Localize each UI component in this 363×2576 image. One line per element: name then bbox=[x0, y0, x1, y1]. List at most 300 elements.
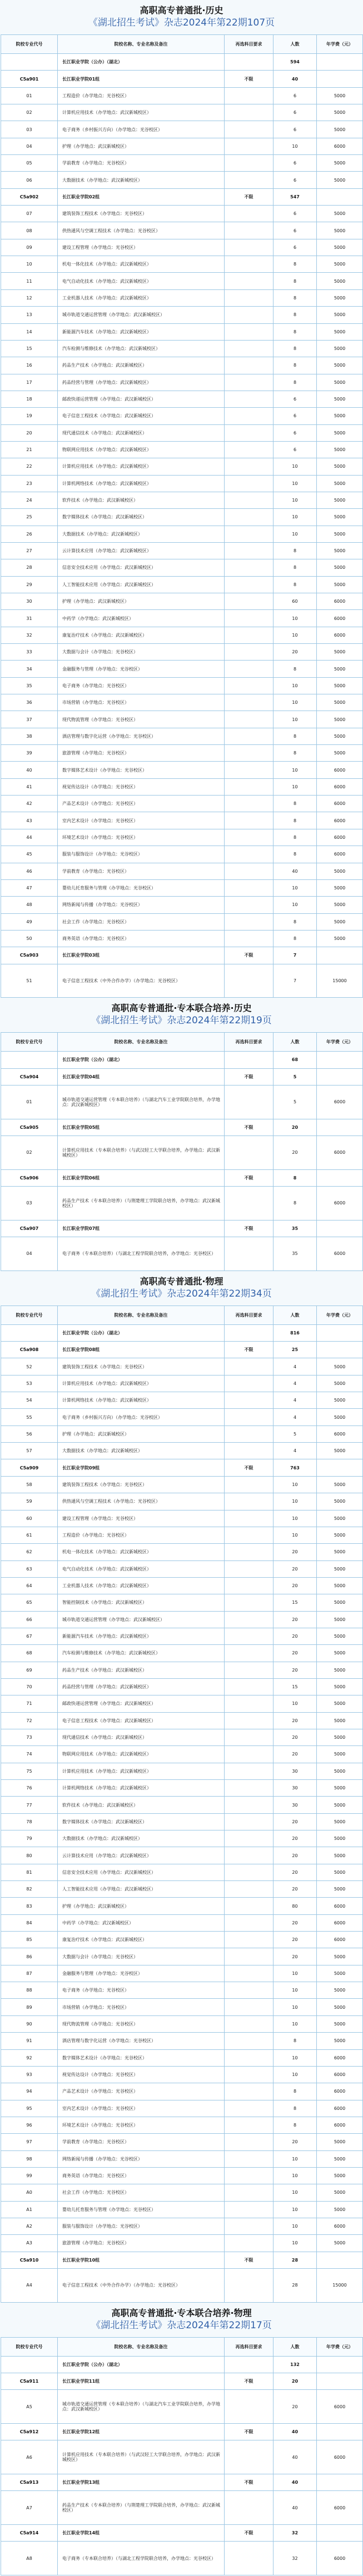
column-header: 再选科目要求 bbox=[225, 1033, 274, 1052]
table-row bbox=[1, 897, 363, 913]
annual-fee-cell: 5000 bbox=[317, 2150, 363, 2167]
table-row bbox=[1, 1510, 363, 1527]
major-code-cell: A8 bbox=[1, 2542, 58, 2575]
annual-fee-cell: 5000 bbox=[317, 1392, 363, 1409]
enrollment-count-cell: 20 bbox=[274, 1662, 317, 1678]
major-name-cell: 护理（办学地点：武汉新城校区） bbox=[58, 593, 225, 610]
subject-requirement-cell bbox=[225, 374, 274, 391]
major-name-cell: 建筑装饰工程技术（办学地点：光谷校区） bbox=[58, 1476, 225, 1493]
annual-fee-cell: 6000 bbox=[317, 1932, 363, 1948]
subject-requirement-cell: 不限 bbox=[225, 1220, 274, 1237]
table-row bbox=[1, 155, 363, 172]
major-name-cell: 电子信息工程技术（办学地点：武汉新城校区） bbox=[58, 408, 225, 424]
subject-requirement-cell bbox=[225, 2235, 274, 2252]
table-row bbox=[1, 222, 363, 239]
annual-fee-cell: 5000 bbox=[317, 1695, 363, 1712]
table-row bbox=[1, 492, 363, 508]
annual-fee-cell: 15000 bbox=[317, 964, 363, 998]
major-name-cell: 软件技术（办学地点：武汉新城校区） bbox=[58, 492, 225, 508]
table-row bbox=[1, 913, 363, 930]
major-code-cell: 61 bbox=[1, 1527, 58, 1543]
major-code-cell: 59 bbox=[1, 1493, 58, 1510]
table-row bbox=[1, 1932, 363, 1948]
subject-requirement-cell bbox=[225, 307, 274, 323]
group-row bbox=[1, 1324, 363, 1341]
table-row bbox=[1, 728, 363, 744]
enrollment-count-cell: 28 bbox=[274, 2252, 317, 2268]
major-code-cell: C5a904 bbox=[1, 1068, 58, 1085]
table-row bbox=[1, 846, 363, 863]
major-code-cell: 01 bbox=[1, 87, 58, 104]
major-name-cell: 长江职业学院03组 bbox=[58, 947, 225, 964]
major-name-cell: 计算机应用技术（办学地点：武汉新城校区） bbox=[58, 104, 225, 121]
enrollment-count-cell: 8 bbox=[274, 289, 317, 306]
enrollment-count-cell: 20 bbox=[274, 2373, 317, 2390]
enrollment-count-cell: 30 bbox=[274, 1780, 317, 1797]
table-row bbox=[1, 323, 363, 340]
annual-fee-cell: 6000 bbox=[317, 138, 363, 154]
subject-requirement-cell bbox=[225, 1560, 274, 1577]
table-row bbox=[1, 812, 363, 829]
major-code-cell: 08 bbox=[1, 222, 58, 239]
annual-fee-cell: 5000 bbox=[317, 492, 363, 508]
annual-fee-cell: 5000 bbox=[317, 2015, 363, 2032]
annual-fee-cell: 6000 bbox=[317, 2218, 363, 2234]
annual-fee-cell: 5000 bbox=[317, 424, 363, 441]
enrollment-count-cell: 8 bbox=[274, 559, 317, 576]
major-code-cell: 05 bbox=[1, 155, 58, 172]
table-row bbox=[1, 1476, 363, 1493]
major-name-cell: 大数据技术（办学地点：武汉新城校区） bbox=[58, 1830, 225, 1847]
major-code-cell: 03 bbox=[1, 1187, 58, 1221]
enrollment-count-cell: 8 bbox=[274, 323, 317, 340]
table-row bbox=[1, 1763, 363, 1779]
group-row bbox=[1, 1119, 363, 1136]
enrollment-count-cell: 68 bbox=[274, 1052, 317, 1068]
enrollment-count-cell: 10 bbox=[274, 2150, 317, 2167]
subject-requirement-cell: 不限 bbox=[225, 188, 274, 205]
major-code-cell: 71 bbox=[1, 1695, 58, 1712]
subject-requirement-cell: 不限 bbox=[225, 947, 274, 964]
table-row bbox=[1, 2100, 363, 2117]
table-row bbox=[1, 458, 363, 475]
major-code-cell: C5a907 bbox=[1, 1220, 58, 1237]
major-name-cell: 计算机应用技术（办学地点：武汉新城校区） bbox=[58, 1375, 225, 1392]
major-name-cell: 现代通信技术（办学地点：武汉新城校区） bbox=[58, 1729, 225, 1745]
enrollment-count-cell: 816 bbox=[274, 1324, 317, 1341]
table-row bbox=[1, 677, 363, 694]
subject-requirement-cell bbox=[225, 1628, 274, 1644]
major-code-cell: 30 bbox=[1, 593, 58, 610]
enrollment-count-cell: 40 bbox=[274, 2491, 317, 2525]
major-code-cell: 90 bbox=[1, 2015, 58, 2032]
subject-requirement-cell bbox=[225, 1712, 274, 1729]
major-name-cell: 城市轨道交通运营管理（办学地点：武汉新城校区） bbox=[58, 307, 225, 323]
major-name-cell: 汽车检测与维修技术（办学地点：武汉新城校区） bbox=[58, 1645, 225, 1662]
enrollment-count-cell: 8 bbox=[274, 2100, 317, 2117]
major-code-cell: 33 bbox=[1, 644, 58, 661]
annual-fee-cell: 5000 bbox=[317, 1948, 363, 1965]
major-code-cell: C5a906 bbox=[1, 1169, 58, 1186]
group-row bbox=[1, 2424, 363, 2440]
subject-requirement-cell bbox=[225, 441, 274, 458]
enrollment-count-cell: 20 bbox=[274, 1746, 317, 1763]
major-code-cell: 36 bbox=[1, 694, 58, 711]
subject-requirement-cell bbox=[225, 1085, 274, 1119]
major-code-cell: 11 bbox=[1, 273, 58, 289]
subject-requirement-cell bbox=[225, 1914, 274, 1931]
annual-fee-cell: 6000 bbox=[317, 846, 363, 863]
major-name-cell: 酒店管理与数字化运营（办学地点：光谷校区） bbox=[58, 2033, 225, 2049]
enrollment-count-cell: 8 bbox=[274, 2117, 317, 2133]
enrollment-count-cell: 8 bbox=[274, 340, 317, 357]
major-name-cell: 护理（办学地点：武汉新城校区） bbox=[58, 138, 225, 154]
table-row bbox=[1, 1375, 363, 1392]
table-row bbox=[1, 1645, 363, 1662]
table-row bbox=[1, 2033, 363, 2049]
major-code-cell: 39 bbox=[1, 745, 58, 762]
major-code-cell: 92 bbox=[1, 2049, 58, 2066]
enrollment-count-cell: 8 bbox=[274, 1169, 317, 1186]
major-code-cell: 13 bbox=[1, 307, 58, 323]
major-name-cell: 计算机网络技术（办学地点：武汉新城校区） bbox=[58, 1392, 225, 1409]
enrollment-count-cell: 5 bbox=[274, 1425, 317, 1442]
major-name-cell: 邮政快递运营管理（办学地点：武汉新城校区） bbox=[58, 391, 225, 407]
annual-fee-cell: 6000 bbox=[317, 796, 363, 812]
major-code-cell: C5a902 bbox=[1, 188, 58, 205]
major-code-cell: 51 bbox=[1, 964, 58, 998]
table-row bbox=[1, 542, 363, 559]
subject-requirement-cell bbox=[225, 1324, 274, 1341]
enrollment-count-cell: 10 bbox=[274, 694, 317, 711]
table-row bbox=[1, 1392, 363, 1409]
enrollment-count-cell: 8 bbox=[274, 307, 317, 323]
major-name-cell: 数字媒体技术（办学地点：武汉新城校区） bbox=[58, 1813, 225, 1830]
major-code-cell: 38 bbox=[1, 728, 58, 744]
table-row bbox=[1, 1594, 363, 1611]
annual-fee-cell: 5000 bbox=[317, 273, 363, 289]
enrollment-count-cell: 40 bbox=[274, 71, 317, 87]
table-row bbox=[1, 1560, 363, 1577]
table-section bbox=[0, 998, 363, 1271]
subject-requirement-cell bbox=[225, 87, 274, 104]
enrollment-count-cell: 20 bbox=[274, 1119, 317, 1136]
major-code-cell: 14 bbox=[1, 323, 58, 340]
major-name-cell: 学前教育（办学地点：光谷校区） bbox=[58, 2134, 225, 2150]
major-name-cell: 视觉传达设计（办学地点：光谷校区） bbox=[58, 2066, 225, 2083]
table-row bbox=[1, 2083, 363, 2100]
table-row bbox=[1, 121, 363, 138]
annual-fee-cell: 5000 bbox=[317, 289, 363, 306]
enrollment-count-cell: 8 bbox=[274, 2033, 317, 2049]
enrollment-count-cell: 20 bbox=[274, 1914, 317, 1931]
table-row bbox=[1, 694, 363, 711]
table-row bbox=[1, 2440, 363, 2474]
subject-requirement-cell bbox=[225, 239, 274, 256]
annual-fee-cell: 5000 bbox=[317, 87, 363, 104]
major-name-cell: 人工智能技术应用（办学地点：武汉新城校区） bbox=[58, 576, 225, 593]
major-code-cell: 84 bbox=[1, 1914, 58, 1931]
subject-requirement-cell bbox=[225, 526, 274, 542]
table-row bbox=[1, 1443, 363, 1459]
major-code-cell: 57 bbox=[1, 1443, 58, 1459]
major-code-cell: 18 bbox=[1, 391, 58, 407]
major-code-cell: A1 bbox=[1, 2201, 58, 2218]
group-row bbox=[1, 71, 363, 87]
subject-requirement-cell bbox=[225, 2201, 274, 2218]
subject-requirement-cell bbox=[225, 222, 274, 239]
table-row bbox=[1, 2167, 363, 2184]
annual-fee-cell bbox=[317, 1459, 363, 1476]
major-name-cell: 网络新闻与传播（办学地点：光谷校区） bbox=[58, 2150, 225, 2167]
annual-fee-cell: 5000 bbox=[317, 307, 363, 323]
enrollment-count-cell: 8 bbox=[274, 913, 317, 930]
admission-table bbox=[1, 1032, 363, 1271]
major-code-cell: 27 bbox=[1, 542, 58, 559]
table-row bbox=[1, 206, 363, 222]
enrollment-count-cell: 20 bbox=[274, 1847, 317, 1864]
subject-requirement-cell bbox=[225, 1237, 274, 1271]
table-row bbox=[1, 1662, 363, 1678]
subject-requirement-cell bbox=[225, 509, 274, 526]
table-row bbox=[1, 1813, 363, 1830]
annual-fee-cell: 5000 bbox=[317, 879, 363, 896]
table-row bbox=[1, 644, 363, 661]
table-row bbox=[1, 627, 363, 643]
major-code-cell: 74 bbox=[1, 1746, 58, 1763]
subject-requirement-cell bbox=[225, 2356, 274, 2373]
subject-requirement-cell bbox=[225, 340, 274, 357]
enrollment-count-cell: 30 bbox=[274, 1797, 317, 1813]
subject-requirement-cell bbox=[225, 576, 274, 593]
major-code-cell: 89 bbox=[1, 1999, 58, 2015]
annual-fee-cell: 5000 bbox=[317, 644, 363, 661]
major-code-cell: 54 bbox=[1, 1392, 58, 1409]
enrollment-count-cell: 40 bbox=[274, 2440, 317, 2474]
annual-fee-cell: 5000 bbox=[317, 1678, 363, 1695]
table-row bbox=[1, 1999, 363, 2015]
enrollment-count-cell: 10 bbox=[274, 138, 317, 154]
table-row bbox=[1, 87, 363, 104]
annual-fee-cell: 6000 bbox=[317, 1425, 363, 1442]
annual-fee-cell: 6000 bbox=[317, 2100, 363, 2117]
major-name-cell: 长江职业学院08组 bbox=[58, 1342, 225, 1358]
enrollment-count-cell: 10 bbox=[274, 762, 317, 778]
major-code-cell: 86 bbox=[1, 1948, 58, 1965]
column-header: 年学费（元） bbox=[317, 1033, 363, 1052]
major-code-cell: 09 bbox=[1, 239, 58, 256]
major-code-cell: 04 bbox=[1, 1237, 58, 1271]
major-name-cell: 药品经营与管理（办学地点：武汉新城校区） bbox=[58, 374, 225, 391]
annual-fee-cell bbox=[317, 2424, 363, 2440]
major-code-cell: 56 bbox=[1, 1425, 58, 1442]
annual-fee-cell: 5000 bbox=[317, 1510, 363, 1527]
subject-requirement-cell bbox=[225, 2049, 274, 2066]
enrollment-count-cell: 10 bbox=[274, 778, 317, 795]
enrollment-count-cell: 10 bbox=[274, 2201, 317, 2218]
major-name-cell: 电子商务（乡村振兴方向）（办学地点：光谷校区） bbox=[58, 1409, 225, 1425]
column-header: 年学费（元） bbox=[317, 35, 363, 54]
subject-requirement-cell: 不限 bbox=[225, 71, 274, 87]
subject-requirement-cell bbox=[225, 1594, 274, 1611]
major-name-cell: 金融服务与管理（办学地点：光谷校区） bbox=[58, 661, 225, 677]
major-name-cell: 市场营销（办学地点：光谷校区） bbox=[58, 694, 225, 711]
major-code-cell: 42 bbox=[1, 796, 58, 812]
major-code-cell: 15 bbox=[1, 340, 58, 357]
column-header: 人数 bbox=[274, 2337, 317, 2356]
enrollment-count-cell: 4 bbox=[274, 1409, 317, 1425]
section-title: 高职高专普通批·专本联合培养·物理 bbox=[111, 2307, 252, 2318]
annual-fee-cell: 6000 bbox=[317, 778, 363, 795]
annual-fee-cell: 5000 bbox=[317, 526, 363, 542]
annual-fee-cell: 5000 bbox=[317, 1611, 363, 1628]
annual-fee-cell: 5000 bbox=[317, 2235, 363, 2252]
enrollment-count-cell: 32 bbox=[274, 2542, 317, 2575]
enrollment-count-cell: 20 bbox=[274, 1712, 317, 1729]
enrollment-count-cell: 35 bbox=[274, 1220, 317, 1237]
major-name-cell: 商务英语（办学地点：光谷校区） bbox=[58, 2167, 225, 2184]
table-row bbox=[1, 441, 363, 458]
table-row bbox=[1, 1847, 363, 1864]
annual-fee-cell bbox=[317, 2252, 363, 2268]
annual-fee-cell: 6000 bbox=[317, 2491, 363, 2525]
annual-fee-cell: 5000 bbox=[317, 1560, 363, 1577]
major-name-cell: 社会工作（办学地点：光谷校区） bbox=[58, 2184, 225, 2201]
major-name-cell: 建筑装饰工程技术（办学地点：光谷校区） bbox=[58, 1358, 225, 1375]
major-name-cell: 电子商务（乡村振兴方向）（办学地点：光谷校区） bbox=[58, 121, 225, 138]
major-name-cell: 长江职业学院（公办）（湖北） bbox=[58, 54, 225, 71]
enrollment-count-cell: 10 bbox=[274, 2218, 317, 2234]
major-code-cell: C5a913 bbox=[1, 2474, 58, 2491]
major-code-cell: 35 bbox=[1, 677, 58, 694]
subject-requirement-cell bbox=[225, 2184, 274, 2201]
enrollment-count-cell: 35 bbox=[274, 1237, 317, 1271]
major-code-cell: 50 bbox=[1, 930, 58, 947]
major-name-cell: 室内艺术设计（办学地点：光谷校区） bbox=[58, 812, 225, 829]
annual-fee-cell: 5000 bbox=[317, 1409, 363, 1425]
major-code-cell bbox=[1, 1052, 58, 1068]
subject-requirement-cell bbox=[225, 1864, 274, 1880]
enrollment-count-cell: 20 bbox=[274, 1932, 317, 1948]
table-row bbox=[1, 796, 363, 812]
enrollment-count-cell: 20 bbox=[274, 1864, 317, 1880]
major-code-cell bbox=[1, 54, 58, 71]
subject-requirement-cell bbox=[225, 778, 274, 795]
column-header: 院校专业代号 bbox=[1, 1033, 58, 1052]
enrollment-count-cell: 8 bbox=[274, 2083, 317, 2100]
annual-fee-cell: 5000 bbox=[317, 728, 363, 744]
major-code-cell: A5 bbox=[1, 2390, 58, 2424]
section-source: 《湖北招生考试》杂志2024年第22期34页 bbox=[91, 1288, 272, 1299]
major-code-cell: 58 bbox=[1, 1476, 58, 1493]
major-name-cell: 物联网应用技术（办学地点：武汉新城校区） bbox=[58, 1746, 225, 1763]
enrollment-count-cell: 10 bbox=[274, 475, 317, 492]
enrollment-count-cell: 8 bbox=[274, 374, 317, 391]
enrollment-count-cell: 10 bbox=[274, 2167, 317, 2184]
table-row bbox=[1, 576, 363, 593]
major-name-cell: 计算机应用技术（专本联合培养）（与武汉轻工大学联合培养，办学地点：武汉新城校区） bbox=[58, 2440, 225, 2474]
section-source: 《湖北招生考试》杂志2024年第22期17页 bbox=[91, 2319, 272, 2331]
table-row bbox=[1, 1678, 363, 1695]
major-name-cell: 长江职业学院01组 bbox=[58, 71, 225, 87]
major-code-cell: 85 bbox=[1, 1932, 58, 1948]
major-name-cell: 计算机网络技术（办学地点：武汉新城校区） bbox=[58, 1780, 225, 1797]
enrollment-count-cell: 10 bbox=[274, 1695, 317, 1712]
major-name-cell: 电气自动化技术（办学地点：武汉新城校区） bbox=[58, 1560, 225, 1577]
enrollment-count-cell: 20 bbox=[274, 2390, 317, 2424]
annual-fee-cell: 5000 bbox=[317, 745, 363, 762]
enrollment-count-cell: 10 bbox=[274, 1493, 317, 1510]
table-row bbox=[1, 1358, 363, 1375]
major-name-cell: 药品生产技术（专本联合培养）（与荆楚理工学院联合培养，办学地点：武汉新城校区） bbox=[58, 1187, 225, 1221]
enrollment-count-cell: 132 bbox=[274, 2356, 317, 2373]
major-code-cell: 87 bbox=[1, 1965, 58, 1982]
major-code-cell: C5a908 bbox=[1, 1342, 58, 1358]
table-row bbox=[1, 1425, 363, 1442]
annual-fee-cell: 5000 bbox=[317, 256, 363, 273]
table-row bbox=[1, 964, 363, 998]
subject-requirement-cell bbox=[225, 1392, 274, 1409]
annual-fee-cell bbox=[317, 2474, 363, 2491]
annual-fee-cell: 5000 bbox=[317, 1476, 363, 1493]
annual-fee-cell: 6000 bbox=[317, 2117, 363, 2133]
major-name-cell: 服装与服饰设计（办学地点：光谷校区） bbox=[58, 2218, 225, 2234]
major-code-cell: 72 bbox=[1, 1712, 58, 1729]
subject-requirement-cell bbox=[225, 2218, 274, 2234]
section-header bbox=[0, 998, 363, 1032]
major-name-cell: 计算机应用技术（办学地点：武汉新城校区） bbox=[58, 458, 225, 475]
major-name-cell: 康复治疗技术（办学地点：武汉新城校区） bbox=[58, 627, 225, 643]
annual-fee-cell: 5000 bbox=[317, 509, 363, 526]
subject-requirement-cell: 不限 bbox=[225, 2373, 274, 2390]
annual-fee-cell: 5000 bbox=[317, 357, 363, 374]
annual-fee-cell: 5000 bbox=[317, 930, 363, 947]
enrollment-count-cell: 20 bbox=[274, 1560, 317, 1577]
annual-fee-cell: 6000 bbox=[317, 1136, 363, 1169]
enrollment-count-cell: 7 bbox=[274, 964, 317, 998]
enrollment-count-cell: 10 bbox=[274, 2235, 317, 2252]
major-name-cell: 康复治疗技术（办学地点：武汉新城校区） bbox=[58, 1932, 225, 1948]
subject-requirement-cell: 不限 bbox=[225, 2424, 274, 2440]
table-row bbox=[1, 2150, 363, 2167]
subject-requirement-cell bbox=[225, 796, 274, 812]
major-name-cell: 产品艺术设计（办学地点：光谷校区） bbox=[58, 796, 225, 812]
group-row bbox=[1, 1459, 363, 1476]
major-name-cell: 长江职业学院09组 bbox=[58, 1459, 225, 1476]
major-name-cell: 供热通风与空调工程技术（办学地点：光谷校区） bbox=[58, 222, 225, 239]
major-name-cell: 工程造价（办学地点：光谷校区） bbox=[58, 1527, 225, 1543]
major-name-cell: 现代通信技术（办学地点：武汉新城校区） bbox=[58, 424, 225, 441]
group-row bbox=[1, 2373, 363, 2390]
annual-fee-cell: 6000 bbox=[317, 2083, 363, 2100]
subject-requirement-cell: 不限 bbox=[225, 1169, 274, 1186]
subject-requirement-cell bbox=[225, 206, 274, 222]
enrollment-count-cell: 20 bbox=[274, 1136, 317, 1169]
table-row bbox=[1, 1780, 363, 1797]
subject-requirement-cell bbox=[225, 2150, 274, 2167]
table-row bbox=[1, 1611, 363, 1628]
table-row bbox=[1, 307, 363, 323]
table-row bbox=[1, 1729, 363, 1745]
table-row bbox=[1, 1948, 363, 1965]
enrollment-count-cell: 15 bbox=[274, 1678, 317, 1695]
major-code-cell: 45 bbox=[1, 846, 58, 863]
major-name-cell: 中药学（办学地点：武汉新城校区） bbox=[58, 610, 225, 627]
enrollment-count-cell: 80 bbox=[274, 1898, 317, 1914]
major-name-cell: 金融服务与管理（办学地点：光谷校区） bbox=[58, 1965, 225, 1982]
annual-fee-cell: 5000 bbox=[317, 1662, 363, 1678]
table-row bbox=[1, 475, 363, 492]
